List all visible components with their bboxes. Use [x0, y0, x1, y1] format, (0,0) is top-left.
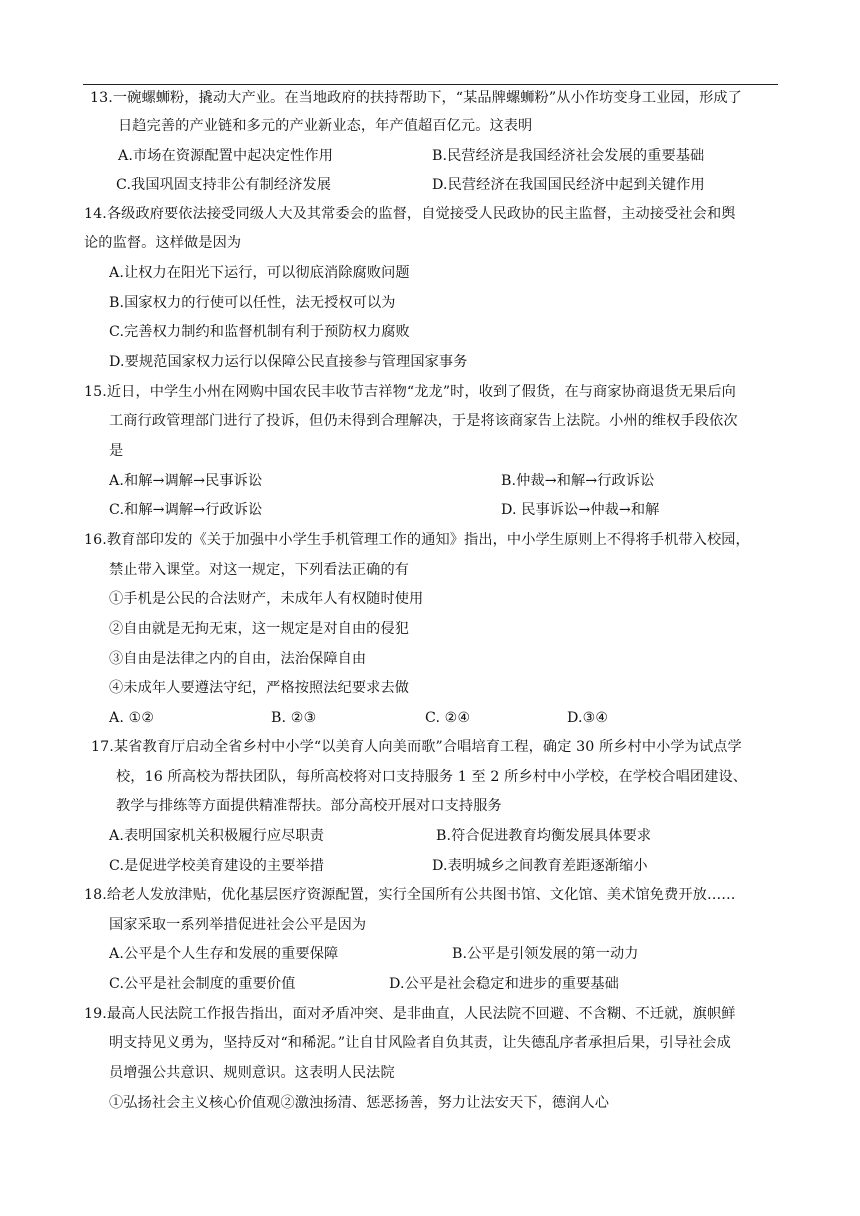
question-14-option-d: D.要规范国家权力运行以保障公民直接参与管理国家事务	[109, 354, 468, 370]
question-16-stem-line-1: 16.教育部印发的《关于加强中小学生手机管理工作的通知》指出，中小学生原则上不得将手机带入校园，	[84, 532, 750, 548]
question-14-option-c: C.完善权力制约和监督机制有利于预防权力腐败	[109, 324, 410, 340]
question-15-stem-line-1: 15.近日，中学生小州在网购中国农民丰收节吉祥物“龙龙”时，收到了假货，在与商家协商退货无果后向	[84, 384, 736, 400]
question-16-stem-line-2: 禁止带入课堂。对这一规定，下列看法正确的有	[109, 562, 410, 578]
question-14-option-b: B.国家权力的行使可以任性，法无授权可以为	[109, 295, 396, 311]
question-13-stem-line-1: 13.一碗螺蛳粉，撬动大产业。在当地政府的扶持帮助下，“某品牌螺蛳粉”从小作坊变身工业园，形成了	[90, 90, 742, 106]
question-16-option-b: B. ②③	[271, 710, 317, 726]
question-16-item-4: ④未成年人要遵法守纪，严格按照法纪要求去做	[109, 680, 410, 696]
question-14-stem-line-1: 14.各级政府要依法接受同级人大及其常委会的监督，自觉接受人民政协的民主监督，主动接受社会和舆	[84, 206, 736, 222]
question-15-option-d: D. 民事诉讼→仲裁→和解	[501, 502, 660, 518]
question-17-option-a: A.表明国家机关积极履行应尽职责	[109, 828, 324, 844]
question-13-option-d: D.民营经济在我国国民经济中起到关键作用	[432, 177, 705, 193]
question-13-option-c: C.我国巩固支持非公有制经济发展	[116, 177, 332, 193]
question-15-option-c: C.和解→调解→行政诉讼	[109, 502, 263, 518]
question-17-option-b: B.符合促进教育均衡发展具体要求	[436, 828, 652, 844]
question-19-stem-line-2: 明支持见义勇为，坚持反对“和稀泥。”让自甘风险者自负其责，让失德乱序者承担后果，引导社会成	[109, 1035, 731, 1051]
question-19-items-1-2: ①弘扬社会主义核心价值观②激浊扬清、惩恶扬善，努力让法安天下，德润人心	[109, 1095, 610, 1111]
question-18-stem-line-2: 国家采取一系列举措促进社会公平是因为	[109, 917, 367, 933]
question-16-option-c: C. ②④	[425, 710, 471, 726]
question-16-option-d: D.③④	[567, 710, 609, 726]
question-17-stem-line-1: 17.某省教育厅启动全省乡村中小学“以美育人向美而歌”合唱培育工程，确定 30 所乡村中小学为试点学	[91, 739, 742, 755]
question-13-option-b: B.民营经济是我国经济社会发展的重要基础	[432, 148, 705, 164]
question-17-stem-line-3: 教学与排练等方面提供精准帮扶。部分高校开展对口支持服务	[116, 798, 502, 814]
question-17-option-c: C.是促进学校美育建设的主要举措	[109, 858, 325, 874]
question-18-option-a: A.公平是个人生存和发展的重要保障	[109, 946, 339, 962]
question-19-stem-line-1: 19.最高人民法院工作报告指出，面对矛盾冲突、是非曲直，人民法院不回避、不含糊、不迁就，旗帜鲜	[84, 1006, 736, 1022]
question-19-stem-line-3: 员增强公共意识、规则意识。这表明人民法院	[109, 1065, 395, 1081]
question-14-option-a: A.让权力在阳光下运行，可以彻底消除腐败问题	[109, 265, 410, 281]
question-18-option-b: B.公平是引领发展的第一动力	[452, 946, 639, 962]
question-18-stem-line-1: 18.给老人发放津贴，优化基层医疗资源配置，实行全国所有公共图书馆、文化馆、美术馆免费开放……	[84, 887, 736, 903]
top-rule	[83, 84, 778, 85]
question-16-item-3: ③自由是法律之内的自由，法治保障自由	[109, 651, 367, 667]
question-13-stem-line-2: 日趋完善的产业链和多元的产业新业态，年产值超百亿元。这表明	[118, 118, 533, 134]
question-16-item-2: ②自由就是无拘无束，这一规定是对自由的侵犯	[109, 621, 410, 637]
question-16-option-a: A. ①②	[109, 710, 155, 726]
question-15-stem-line-2: 工商行政管理部门进行了投诉，但仍未得到合理解决，于是将该商家告上法院。小州的维权手段依次	[109, 413, 738, 429]
question-15-option-b: B.仲裁→和解→行政诉讼	[501, 473, 655, 489]
question-17-option-d: D.表明城乡之间教育差距逐渐缩小	[432, 858, 648, 874]
question-13-option-a: A.市场在资源配置中起决定性作用	[118, 148, 333, 164]
question-16-item-1: ①手机是公民的合法财产，未成年人有权随时使用	[109, 591, 424, 607]
question-15-stem-line-3: 是	[109, 443, 124, 459]
question-17-stem-line-2: 校，16 所高校为帮扶团队，每所高校将对口支持服务 1 至 2 所乡村中小学校，在学校合唱团建设、	[116, 769, 748, 785]
question-18-option-c: C.公平是社会制度的重要价值	[109, 976, 296, 992]
question-18-option-d: D.公平是社会稳定和进步的重要基础	[389, 976, 619, 992]
question-15-option-a: A.和解→调解→民事诉讼	[109, 473, 263, 489]
question-14-stem-line-2: 论的监督。这样做是因为	[84, 235, 242, 251]
